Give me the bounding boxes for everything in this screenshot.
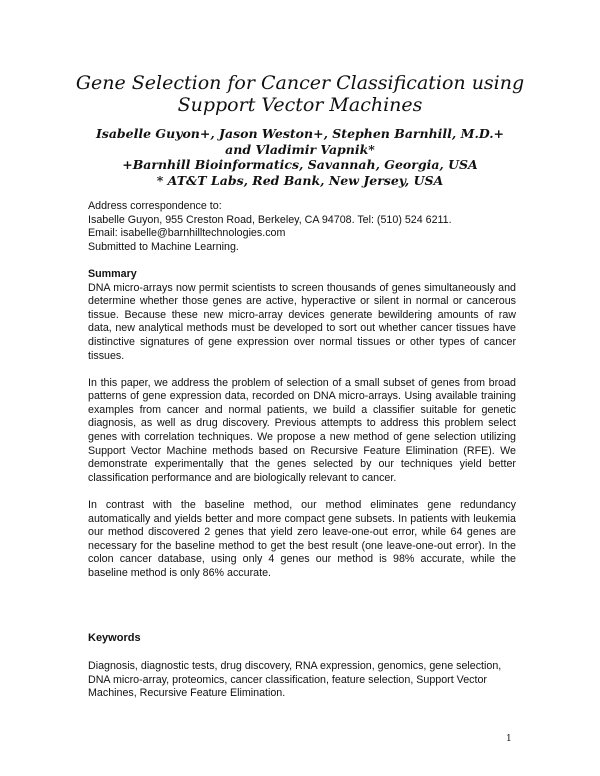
summary-heading: Summary [88,268,137,280]
correspondence-address [88,200,516,254]
submission-line: Submitted to Machine Learning. [88,240,239,253]
paper-title [60,72,540,116]
summary-paragraph-2: In this paper, we address the problem of selection of a small subset of genes from broad patterns of gene expression data, recorded on DNA micro-arrays. Using available training examples from cancer and normal patients, we build a classifier suitable for genetic diagnosis, as well as drug discovery. Previous attempts to address this problem select genes with correlation techniques. We propose a new method of gene selection utilizing Support Vector Machine methods based on Recursive Feature Elimination (RFE). We demonstrate experimentally that the genes selected by our techniques yield better classification performance and are biologically relevant to cancer. [88,376,516,484]
address-line-1: Address correspondence to: [88,200,222,212]
title-line-1: Gene Selection for Cancer Classification using [75,72,525,94]
affiliation-line-2: * AT&T Labs, Red Bank, New Jersey, USA [156,172,444,188]
affiliation-line-1: +Barnhill Bioinformatics, Savannah, Georgia, USA [122,157,478,172]
page-number: 1 [506,734,512,744]
email-line: Email: isabelle@barnhilltechnologies.com [88,227,286,240]
summary-paragraph-3: In contrast with the baseline method, our method eliminates gene redundancy automatically and yields better and more compact gene subsets. In patients with leukemia our method discovered 2 genes that yield zero leave-one-out error, while 64 genes are necessary for the baseline method to get the best result (one leave-one-out error). In the colon cancer database, using only 4 genes our method is 98% accurate, while the baseline method is only 86% accurate. [88,498,516,579]
keywords-heading: Keywords [88,632,141,644]
address-line-2: Isabelle Guyon, 955 Creston Road, Berkeley, CA 94708. Tel: (510) 524 6211. [88,213,452,226]
title-line-2: Support Vector Machines [177,94,423,116]
keywords-text: Diagnosis, diagnostic tests, drug discovery, RNA expression, genomics, gene selection, DNA micro-array, proteomics, cancer classification, feature selection, Support Vector Machines, Recursive Feature Elimination. [88,660,502,700]
author-line-2: and Vladimir Vapnik* [225,141,375,157]
summary-section [88,268,516,594]
author-line-1: Isabelle Guyon+, Jason Weston+, Stephen Barnhill, M.D.+ [95,126,505,141]
summary-paragraph-1: DNA micro-arrays now permit scientists to screen thousands of genes simultaneously and determine whether those genes are active, hyperactive or silent in normal or cancerous tissue. Because these new micro-array devices generate bewildering amounts of raw data, new analytical methods must be developed to sort out whether cancer tissues have distinctive signatures of gene expression over normal tissues or other types of cancer tissues. [88,281,516,362]
author-block [60,126,540,188]
